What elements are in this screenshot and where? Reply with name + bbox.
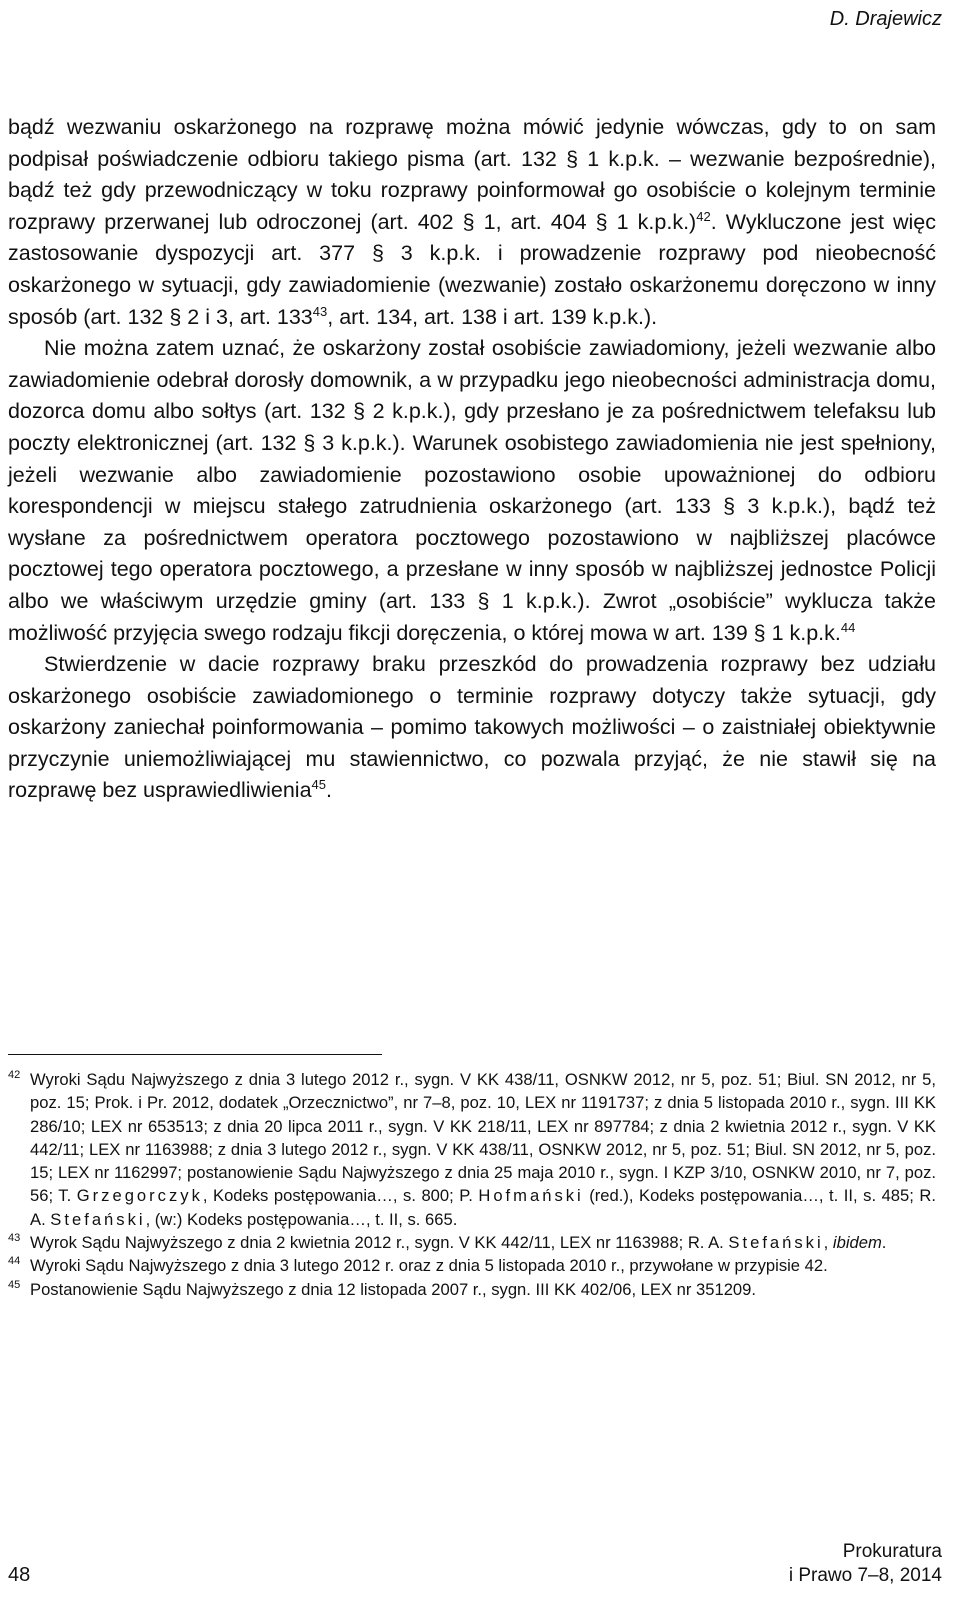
footnote-number: 42: [8, 1069, 21, 1081]
paragraph-3: [8, 649, 936, 807]
footnote-text: Wyroki Sądu Najwyższego z dnia 3 lutego 2012 r., sygn. V KK 438/11, OSNKW 2012, nr 5, poz. 51; Biul. SN 2012, nr 5, poz. 15; Prok. i Pr. 2012, dodatek „Orzecznictwo”, nr 7–8, poz. 10, LEX nr 1191737; z dnia 5 listopada 2010 r., sygn. III KK 286/10; LEX nr 653513; z dnia 20 lipca 2011 r., sygn. V KK 218/11, LEX nr 897784; z dnia 2 kwietnia 2012 r., sygn. V KK 442/11; LEX nr 1163988; z dnia 3 lutego 2012 r., sygn. V KK 438/11, OSNKW 2012, nr 5, poz. 51; Biul. SN 2012, nr 5, poz. 15; LEX nr 1162997; postanowienie Sądu Najwyższego z dnia 25 maja 2010 r., sygn. I KZP 3/10, OSNKW 2010, nr 7, poz. 56; T.: [30, 1070, 936, 1206]
footnote-45: [8, 1278, 936, 1301]
footnote-number: 43: [8, 1232, 21, 1245]
main-text: [8, 112, 936, 807]
italic-ibidem: ibidem: [832, 1233, 882, 1253]
footnote-42: [8, 1068, 936, 1231]
footnote-ref-44[interactable]: 44: [840, 619, 856, 635]
footnote-number: 44: [8, 1255, 21, 1268]
footnote-44: [8, 1254, 936, 1277]
footnote-ref-43[interactable]: 43: [312, 303, 328, 319]
footnote-text: (red.), Kodeks postępowania…, t. II, s. 485; R. A.: [30, 1186, 936, 1229]
page-number: 48: [8, 1564, 31, 1586]
footnote-ref-42[interactable]: 42: [696, 208, 711, 224]
footnote-text: , Kodeks postępowania…, s. 800; P.: [202, 1186, 479, 1206]
paragraph-2-text: Nie można zatem uznać, że oskarżony został osobiście zawiadomiony, jeżeli wezwanie albo zawiadomienie odebrał dorosły domownik, a w przypadku jego nieobecności administracja domu, dozorca domu albo sołtys (art. 132 § 2 k.p.k.), gdy przesłano je za pośrednictwem telefaksu lub poczty elektronicznej (art. 132 § 3 k.p.k.). Warunek osobistego zawiadomienia nie jest spełniony, jeżeli wezwanie albo zawiadomienie pozostawiono osobie upoważnionej do odbioru korespondencji w miejscu stałego zatrudnienia oskarżonego (art. 133 § 3 k.p.k.), bądź też wysłane za pośrednictwem operatora pocztowego pozostawiono w najbliższej placówce pocztowej tego operatora pocztowego, a przesłane w inny sposób w najbliższej jednostce Policji albo we właściwym urzędzie gminy (art. 133 § 1 k.p.k.). Zwrot „osobiście” wyklucza także możliwość przyjęcia swego rodzaju fikcji doręczenia, o której mowa w art. 139 § 1 k.p.k.: [8, 336, 936, 645]
footnote-text: Postanowienie Sądu Najwyższego z dnia 12 listopada 2007 r., sygn. III KK 402/06, LEX nr 351209.: [30, 1279, 756, 1299]
footnote-number: 45: [8, 1278, 21, 1291]
author-name: Stefański: [50, 1209, 146, 1229]
paragraph-3-end: .: [326, 778, 332, 803]
journal-name: Prokuratura: [842, 1541, 942, 1562]
running-header-author: D. Drajewicz: [829, 8, 942, 30]
footnote-ref-45[interactable]: 45: [311, 777, 327, 793]
paragraph-1-part-a: bądź wezwaniu oskarżonego na rozprawę można mówić jedynie wówczas, gdy to on sam podpisał poświadczenie odbioru takiego pisma (art. 132 § 1 k.p.k. – wezwanie bezpośrednie), bądź też gdy przewodniczący w toku rozprawy poinformował go osobiście o kolejnym terminie rozprawy przerwanej lub odroczonej (art. 402 § 1, art. 404 § 1 k.p.k.): [8, 115, 936, 234]
footnote-text: .: [881, 1233, 887, 1253]
paragraph-1-part-b: . Wykluczone jest więc zastosowanie dyspozycji art. 377 § 3 k.p.k. i prowadzenie rozprawy pod nieobecność oskarżonego w sytuacji, gdy zawiadomienie (wezwanie) zostało oskarżonemu doręczono w inny sposób (art. 132 § 2 i 3, art. 133: [8, 209, 936, 329]
footnote-text: Wyroki Sądu Najwyższego z dnia 3 lutego 2012 r. oraz z dnia 5 listopada 2010 r., przywołane w przypisie 42.: [30, 1256, 828, 1276]
footnote-43: [8, 1231, 936, 1254]
author-name: Stefański: [728, 1233, 824, 1253]
paragraph-1: [8, 112, 936, 333]
footnote-text: ,: [823, 1233, 833, 1253]
footnote-text: Wyrok Sądu Najwyższego z dnia 2 kwietnia 2012 r., sygn. V KK 442/11, LEX nr 1163988; R. A.: [30, 1233, 729, 1253]
author-name: Grzegorczyk: [76, 1186, 203, 1206]
author-name: Hofmański: [478, 1186, 584, 1206]
footnotes-section: [8, 1068, 936, 1301]
journal-issue: i Prawo 7–8, 2014: [788, 1565, 942, 1586]
footnote-separator: [8, 1054, 382, 1055]
paragraph-1-part-c: , art. 134, art. 138 i art. 139 k.p.k.).: [327, 304, 658, 329]
journal-footer: [789, 1540, 942, 1588]
paragraph-2: [8, 333, 936, 649]
footnote-text: , (w:) Kodeks postępowania…, t. II, s. 665.: [145, 1209, 458, 1229]
paragraph-3-text: Stwierdzenie w dacie rozprawy braku przeszkód do prowadzenia rozprawy bez udziału oskarżonego osobiście zawiadomionego o terminie rozprawy dotyczy także sytuacji, gdy oskarżony zaniechał poinformowania – pomimo takowych możliwości – o zaistniałej obiektywnie przyczynie uniemożliwiającej mu stawiennictwo, co pozwala przyjąć, że nie stawił się na rozprawę bez usprawiedliwienia: [8, 652, 936, 803]
